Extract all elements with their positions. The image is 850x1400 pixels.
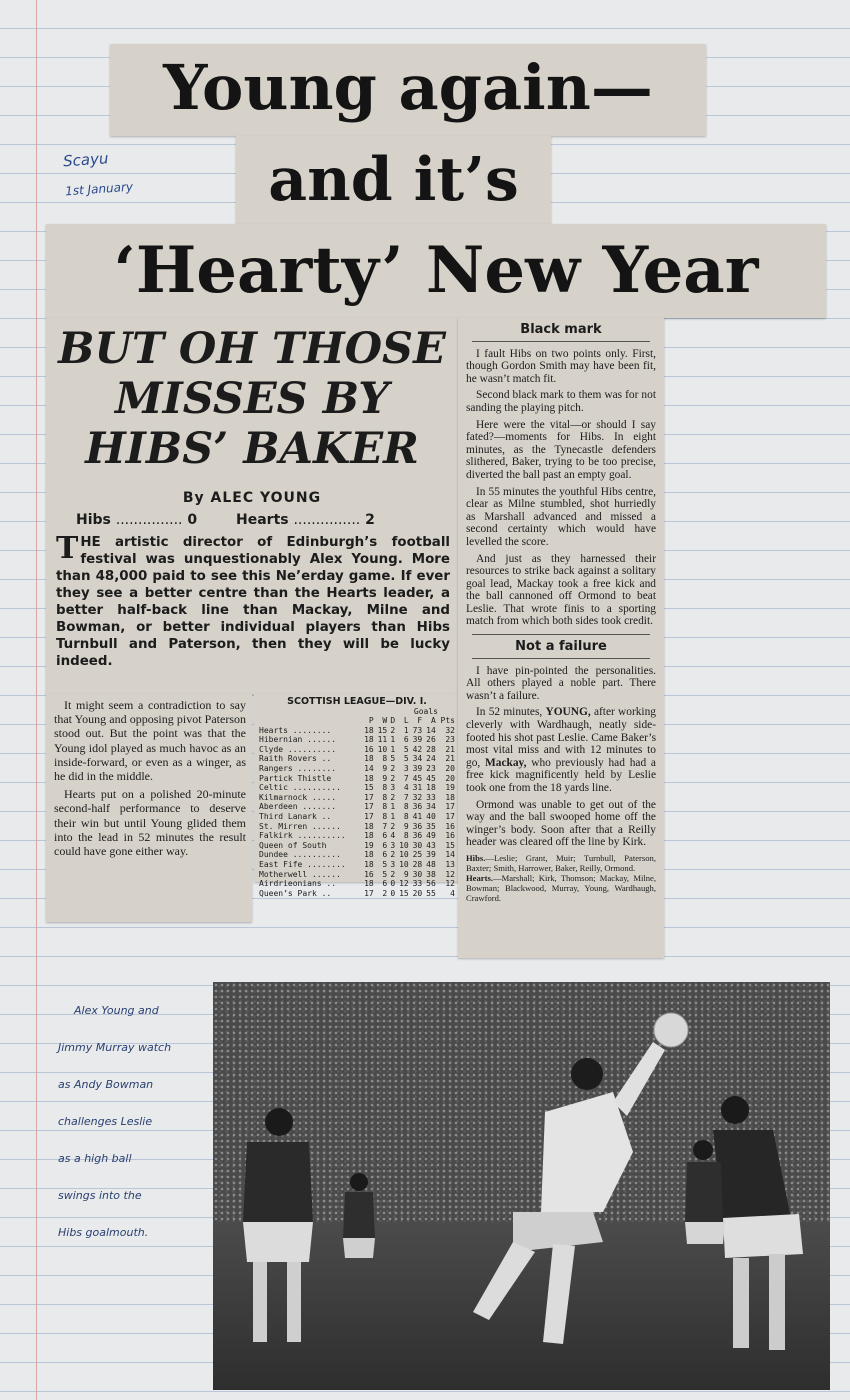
league-cell-against: 18 [426, 783, 436, 793]
league-row [258, 841, 456, 851]
caption-line-5: as a high ball [58, 1152, 132, 1165]
league-cell-lost: 9 [403, 821, 409, 831]
league-header-won: W [382, 716, 388, 725]
league-cell-points: 12 [445, 879, 455, 889]
right-paragraph-3: Here were the vital—or should I say fated?—moments for Hibs. In eight minutes, as the Tynecastle defenders slithered, Baker, trying to be too precise, diverted the ball past an empty goal. [466, 418, 656, 481]
league-cell-lost: 8 [403, 831, 409, 841]
league-table-clip [254, 694, 460, 898]
league-cell-lost: 5 [403, 754, 409, 764]
league-cell-points: 21 [445, 744, 455, 754]
right-paragraph-7-mackay: Mackay, [485, 756, 527, 769]
league-cell-for: 42 [412, 744, 423, 754]
league-cell-points: 20 [445, 763, 455, 773]
headline-line-1: Young again— [163, 51, 653, 124]
right-paragraph-5: And just as they harnessed their resources to strike back against a solitary goal lead, Mackay took a free kick and the ball cannoned off Ormond to beat Leslie. That wrote finis to a sporting match from which both sides took credit. [466, 552, 656, 628]
league-cell-team: Dundee .......... [259, 850, 341, 860]
league-cell-for: 73 [412, 725, 423, 735]
league-cell-played: 18 [364, 879, 374, 889]
league-row [258, 850, 456, 860]
caption-line-1: Alex Young and [74, 1004, 159, 1017]
league-row [258, 860, 456, 870]
league-goals-header: Goals [413, 707, 438, 716]
caption-note [58, 992, 208, 1251]
league-cell-drawn: 0 [390, 888, 396, 898]
league-cell-team: Clyde .......... [259, 744, 337, 754]
league-cell-team: Celtic .......... [259, 783, 341, 793]
league-cell-for: 30 [412, 869, 423, 879]
league-cell-against: 49 [426, 831, 436, 841]
league-cell-points: 17 [445, 811, 455, 821]
league-cell-against: 45 [426, 773, 436, 783]
league-cell-points: 21 [445, 754, 455, 764]
caption-line-7: Hibs goalmouth. [58, 1226, 149, 1239]
league-cell-lost: 8 [403, 802, 409, 812]
photo-ball [654, 1013, 688, 1047]
league-row [258, 754, 456, 764]
league-cell-team: Queen’s Park .. [259, 888, 332, 898]
heading-not-a-failure: Not a failure [472, 634, 650, 659]
right-paragraph-1: I fault Hibs on two points only. First, though Gordon Smith may have been fit, he wasn’t match fit. [466, 347, 656, 385]
subheadline [46, 324, 458, 474]
league-cell-points: 12 [445, 869, 455, 879]
headline-strip-3 [46, 224, 826, 318]
margin-line [36, 0, 37, 1400]
margin-note-line-2: 1st January [64, 179, 134, 199]
league-row [258, 822, 456, 832]
league-cell-for: 36 [412, 821, 423, 831]
league-cell-drawn: 2 [390, 850, 396, 860]
league-cell-played: 14 [364, 763, 374, 773]
subheadline-line-3: HIBS’ BAKER [85, 424, 419, 474]
league-cell-against: 40 [426, 811, 436, 821]
league-cell-team: Kilmarnock ..... [259, 792, 337, 802]
league-header-against: A [430, 716, 436, 725]
league-row [258, 783, 456, 793]
league-cell-for: 34 [412, 754, 423, 764]
league-cell-played: 18 [364, 735, 374, 745]
league-cell-drawn: 3 [390, 840, 396, 850]
league-cell-won: 5 [382, 869, 388, 879]
right-paragraph-2: Second black mark to them was for not sanding the playing pitch. [466, 389, 656, 414]
caption-line-3: as Andy Bowman [58, 1078, 154, 1091]
league-cell-against: 14 [426, 725, 436, 735]
league-cell-drawn: 1 [390, 735, 396, 745]
league-cell-drawn: 2 [390, 725, 396, 735]
league-cell-points: 16 [445, 831, 455, 841]
league-cell-against: 38 [426, 869, 436, 879]
headline-strip-2 [236, 136, 551, 224]
league-cell-for: 45 [412, 773, 423, 783]
league-cell-points: 15 [445, 840, 455, 850]
right-paragraph-7-e: who previously had had a free kick magnificently held by Leslie took one from the 18 yards line. [466, 756, 656, 794]
headline-line-2: and it’s [268, 145, 519, 215]
left-column-paragraph-2: Hearts put on a polished 20-minute second-half performance to deserve their win but until Young glided them into the lead in 52 minutes the result could have gone either way. [54, 787, 246, 859]
league-row [258, 726, 456, 736]
league-cell-won: 6 [382, 879, 388, 889]
league-cell-lost: 7 [403, 773, 409, 783]
league-cell-lost: 4 [403, 783, 409, 793]
league-cell-played: 17 [364, 888, 374, 898]
league-cell-drawn: 1 [390, 802, 396, 812]
league-header-played: P [368, 716, 374, 725]
league-cell-for: 36 [412, 802, 423, 812]
league-cell-team: Airdrieonians .. [259, 879, 337, 889]
league-cell-drawn: 1 [390, 744, 396, 754]
subheadline-line-1: BUT OH THOSE [58, 324, 446, 374]
league-cell-points: 19 [445, 783, 455, 793]
league-cell-lost: 8 [403, 811, 409, 821]
hibs-label: Hibs. [466, 852, 486, 863]
margin-note-line-1: Scayu [62, 149, 109, 171]
right-paragraph-4: In 55 minutes the youthful Hibs centre, clear as Milne stumbled, shot hurriedly as Marshall advanced and missed a second certainty which would have levelled the score. [466, 485, 656, 548]
league-row [258, 879, 456, 889]
photo-player-far-left [343, 1173, 375, 1258]
league-cell-points: 14 [445, 850, 455, 860]
caption-line-4: challenges Leslie [58, 1115, 153, 1128]
league-cell-drawn: 5 [390, 754, 396, 764]
league-row [258, 774, 456, 784]
league-cell-for: 28 [412, 859, 423, 869]
intro-text: HE artistic director of Edinburgh’s football festival was unquestionably Alex Young. More than 48,000 paid to see this Ne’erday game. If ever they see a better centre than the Hearts leader, a better half-back line than Mackay, Milne and Bowman, or better individual players than Hibs Turnbull and Paterson, then they will be lucky indeed. [56, 535, 450, 669]
league-cell-won: 8 [382, 802, 388, 812]
league-cell-lost: 10 [399, 850, 409, 860]
league-cell-lost: 10 [399, 859, 409, 869]
league-cell-won: 8 [382, 783, 388, 793]
score-line [76, 512, 458, 528]
league-cell-won: 9 [382, 773, 388, 783]
league-header-for: F [417, 716, 423, 725]
league-cell-played: 18 [364, 859, 374, 869]
right-paragraph-8: Ormond was unable to get out of the way and the ball swooped home off the winger’s body. Soon after that a Reilly header was cleared off the line by Kirk. [466, 798, 656, 849]
league-cell-points: 20 [445, 773, 455, 783]
league-cell-points: 16 [445, 821, 455, 831]
caption-line-2: Jimmy Murray watch [58, 1041, 172, 1054]
league-cell-drawn: 2 [390, 869, 396, 879]
league-cell-team: Raith Rovers .. [259, 754, 332, 764]
team-lineups [466, 853, 656, 903]
league-cell-lost: 7 [403, 792, 409, 802]
league-cell-against: 56 [426, 879, 436, 889]
league-cell-points: 13 [445, 859, 455, 869]
hibs-lineup [466, 853, 656, 873]
caption-line-6: swings into the [58, 1189, 142, 1202]
league-cell-for: 39 [412, 763, 423, 773]
subheadline-line-2: MISSES BY [115, 374, 389, 424]
league-cell-won: 8 [382, 811, 388, 821]
heading-black-mark: Black mark [472, 318, 650, 342]
league-cell-won: 2 [382, 888, 388, 898]
league-cell-against: 35 [426, 821, 436, 831]
league-cell-won: 6 [382, 850, 388, 860]
league-header-row [258, 716, 456, 726]
league-cell-won: 6 [382, 840, 388, 850]
article-main [46, 318, 458, 694]
league-cell-won: 10 [377, 744, 388, 754]
league-cell-won: 8 [382, 754, 388, 764]
league-cell-for: 20 [412, 888, 423, 898]
league-cell-team: Partick Thistle [259, 773, 332, 783]
league-cell-lost: 15 [399, 888, 409, 898]
score-home-goals: 0 [187, 512, 198, 528]
right-paragraph-7-c: after working cleverly with Wardhaugh, neatly side-footed his shot past Leslie. Came Baker’s most vital miss and with 12 minutes to go, [466, 706, 656, 769]
league-cell-won: 7 [382, 821, 388, 831]
league-row [258, 745, 456, 755]
league-cell-team: Motherwell ...... [259, 869, 341, 879]
league-cell-played: 18 [364, 754, 374, 764]
league-cell-points: 32 [445, 725, 455, 735]
league-cell-drawn: 1 [390, 811, 396, 821]
league-cell-lost: 3 [403, 763, 409, 773]
league-cell-won: 5 [382, 859, 388, 869]
league-cell-against: 43 [426, 840, 436, 850]
right-paragraph-7-a: In 52 minutes, [476, 706, 546, 719]
league-cell-against: 48 [426, 859, 436, 869]
hearts-team: —Marshall; Kirk, Thomson; Mackay, Milne, Bowman; Blackwood, Murray, Young, Wardhaugh, Crawford. [466, 872, 656, 903]
league-row [258, 793, 456, 803]
intro-drop-cap: T [56, 531, 79, 566]
score-away-dots: ............... [293, 512, 361, 528]
photo-player-right [713, 1096, 803, 1350]
league-row [258, 870, 456, 880]
league-cell-won: 8 [382, 792, 388, 802]
intro-paragraph [46, 528, 458, 670]
league-cell-played: 17 [364, 811, 374, 821]
league-table-body [258, 726, 456, 899]
left-column-paragraph-1: It might seem a contradiction to say that Young and opposing pivot Paterson stood out. But the point was that the Young idol played as much havoc as an inside-forward, or even as a winger, as he did in the middle. [54, 698, 246, 784]
league-cell-played: 18 [364, 725, 374, 735]
right-column [458, 318, 664, 958]
league-cell-played: 19 [364, 840, 374, 850]
league-cell-lost: 6 [403, 735, 409, 745]
league-cell-played: 16 [364, 744, 374, 754]
league-cell-team: Falkirk .......... [259, 831, 346, 841]
league-cell-team: St. Mirren ...... [259, 821, 341, 831]
match-photo [213, 982, 830, 1390]
league-table-title: SCOTTISH LEAGUE—DIV. I. [287, 696, 427, 707]
league-cell-team: Aberdeen ....... [259, 802, 337, 812]
league-cell-team: Queen of South [259, 840, 327, 850]
league-cell-drawn: 3 [390, 859, 396, 869]
league-header-drawn: D [390, 716, 396, 725]
league-cell-for: 31 [412, 783, 423, 793]
league-row [258, 812, 456, 822]
league-cell-drawn: 2 [390, 792, 396, 802]
league-cell-played: 18 [364, 821, 374, 831]
league-cell-team: East Fife ........ [259, 859, 346, 869]
league-cell-lost: 9 [403, 869, 409, 879]
league-row [258, 802, 456, 812]
league-cell-for: 41 [412, 811, 423, 821]
league-cell-points: 4 [450, 888, 455, 898]
league-cell-played: 18 [364, 831, 374, 841]
right-paragraph-7 [466, 706, 656, 794]
league-cell-for: 25 [412, 850, 423, 860]
league-cell-against: 39 [426, 850, 436, 860]
photo-player-left [243, 1108, 313, 1342]
league-cell-played: 17 [364, 802, 374, 812]
league-cell-against: 34 [426, 802, 436, 812]
score-away-goals: 2 [365, 512, 375, 528]
league-cell-lost: 1 [403, 725, 409, 735]
league-cell-points: 17 [445, 802, 455, 812]
hibs-team: —Leslie; Grant, Muir; Turnbull, Paterson, Baxter; Smith, Harrower, Baker, Reilly, Ormond. [466, 852, 656, 873]
league-cell-against: 28 [426, 744, 436, 754]
league-cell-drawn: 2 [390, 763, 396, 773]
byline: By ALEC YOUNG [182, 490, 322, 506]
league-cell-against: 26 [426, 735, 436, 745]
league-cell-against: 55 [426, 888, 436, 898]
league-cell-team: Third Lanark .. [259, 811, 332, 821]
right-paragraph-6: I have pin-pointed the personalities. All others played a noble part. There wasn’t a failure. [466, 664, 656, 702]
headline-strip-1 [110, 44, 706, 136]
league-row [258, 764, 456, 774]
league-cell-drawn: 2 [390, 821, 396, 831]
photo-figures [213, 982, 830, 1390]
league-header-lost: L [403, 716, 409, 725]
league-cell-played: 17 [364, 792, 374, 802]
score-home-team: Hibs [76, 512, 111, 528]
league-cell-team: Hibernian ...... [259, 735, 337, 745]
hearts-lineup [466, 873, 656, 903]
league-cell-team: Hearts ........ [259, 725, 332, 735]
left-column [46, 694, 252, 922]
league-cell-won: 6 [382, 831, 388, 841]
league-cell-for: 39 [412, 735, 423, 745]
league-cell-against: 23 [426, 763, 436, 773]
league-cell-played: 16 [364, 869, 374, 879]
headline-line-3: ‘Hearty’ New Year [113, 233, 759, 308]
league-row [258, 831, 456, 841]
league-cell-lost: 12 [399, 879, 409, 889]
league-cell-for: 36 [412, 831, 423, 841]
league-header-points: Pts [440, 716, 455, 725]
league-header-team [258, 716, 361, 726]
league-cell-drawn: 0 [390, 879, 396, 889]
league-cell-team: Rangers ........ [259, 763, 337, 773]
photo-goalkeeper [473, 1042, 665, 1344]
league-cell-against: 33 [426, 792, 436, 802]
league-cell-played: 18 [364, 850, 374, 860]
league-cell-points: 18 [445, 792, 455, 802]
league-cell-drawn: 2 [390, 773, 396, 783]
league-cell-lost: 10 [399, 840, 409, 850]
league-cell-won: 15 [377, 725, 388, 735]
league-cell-for: 33 [412, 879, 423, 889]
league-cell-drawn: 3 [390, 783, 396, 793]
league-cell-played: 18 [364, 773, 374, 783]
score-away-team: Hearts [236, 512, 289, 528]
league-cell-played: 15 [364, 783, 374, 793]
score-home-dots: ............... [115, 512, 183, 528]
league-row [258, 735, 456, 745]
league-cell-points: 23 [445, 735, 455, 745]
margin-note [62, 148, 133, 199]
league-cell-won: 9 [382, 763, 388, 773]
league-cell-drawn: 4 [390, 831, 396, 841]
league-cell-for: 32 [412, 792, 423, 802]
league-table [258, 716, 456, 898]
league-cell-won: 11 [377, 735, 388, 745]
right-paragraph-7-young: YOUNG, [545, 706, 591, 719]
hearts-label: Hearts. [466, 872, 493, 883]
league-row [258, 889, 456, 899]
league-cell-lost: 5 [403, 744, 409, 754]
league-cell-for: 30 [412, 840, 423, 850]
league-cell-against: 24 [426, 754, 436, 764]
